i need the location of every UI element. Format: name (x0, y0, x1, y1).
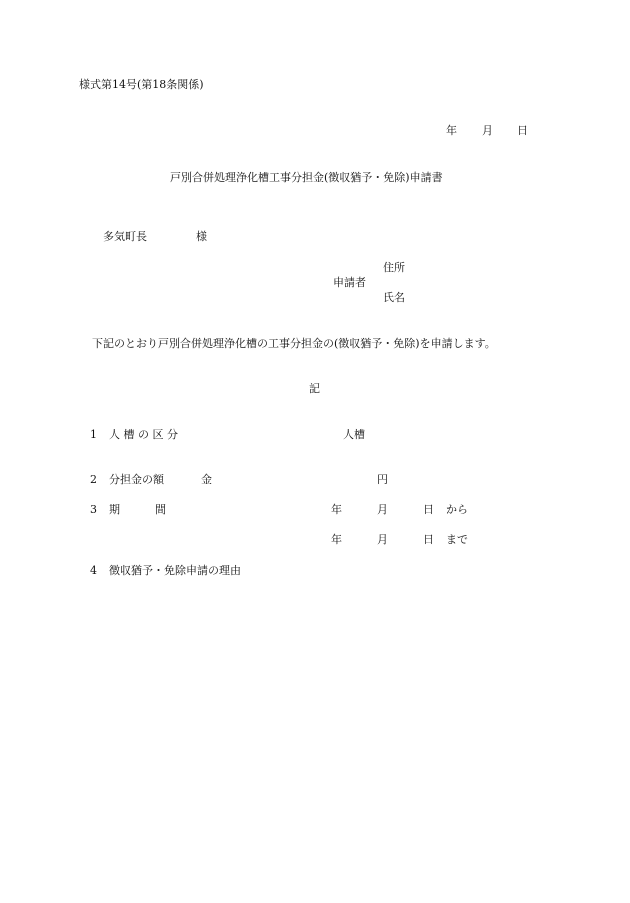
item3-label-left: 期 (109, 503, 120, 516)
item3-number: 3 (90, 503, 97, 516)
period-to-day: 日 (423, 533, 434, 546)
period-from-suffix: から (446, 503, 468, 516)
item2-prefix: 金 (201, 473, 212, 486)
form-number: 様式第14号(第18条関係) (79, 78, 204, 91)
period-to-month: 月 (377, 533, 388, 546)
item1-label: 人 槽 の 区 分 (109, 428, 178, 441)
period-to-year: 年 (331, 533, 342, 546)
date-year-label: 年 (446, 124, 457, 137)
ki-heading: 記 (309, 382, 320, 395)
addressee-honorific: 様 (196, 230, 207, 243)
period-from-day: 日 (423, 503, 434, 516)
item1-unit: 人槽 (343, 428, 365, 441)
applicant-label: 申請者 (333, 276, 366, 289)
document-title: 戸別合併処理浄化槽工事分担金(徴収猶予・免除)申請書 (170, 171, 443, 184)
date-month-label: 月 (482, 124, 493, 137)
period-to-suffix: まで (446, 533, 468, 546)
item2-label: 分担金の額 (109, 473, 164, 486)
date-day-label: 日 (517, 124, 528, 137)
addressee-name: 多気町長 (103, 230, 147, 243)
period-from-month: 月 (377, 503, 388, 516)
period-from-year: 年 (331, 503, 342, 516)
item1-number: 1 (90, 428, 97, 441)
item2-unit: 円 (377, 473, 388, 486)
item4-label: 徴収猶予・免除申請の理由 (109, 564, 241, 577)
body-text: 下記のとおり戸別合併処理浄化槽の工事分担金の(徴収猶予・免除)を申請します。 (92, 337, 496, 350)
item4-number: 4 (90, 564, 97, 577)
item2-number: 2 (90, 473, 97, 486)
item3-label-right: 間 (155, 503, 166, 516)
applicant-address-label: 住所 (383, 261, 405, 274)
applicant-name-label: 氏名 (383, 291, 405, 304)
